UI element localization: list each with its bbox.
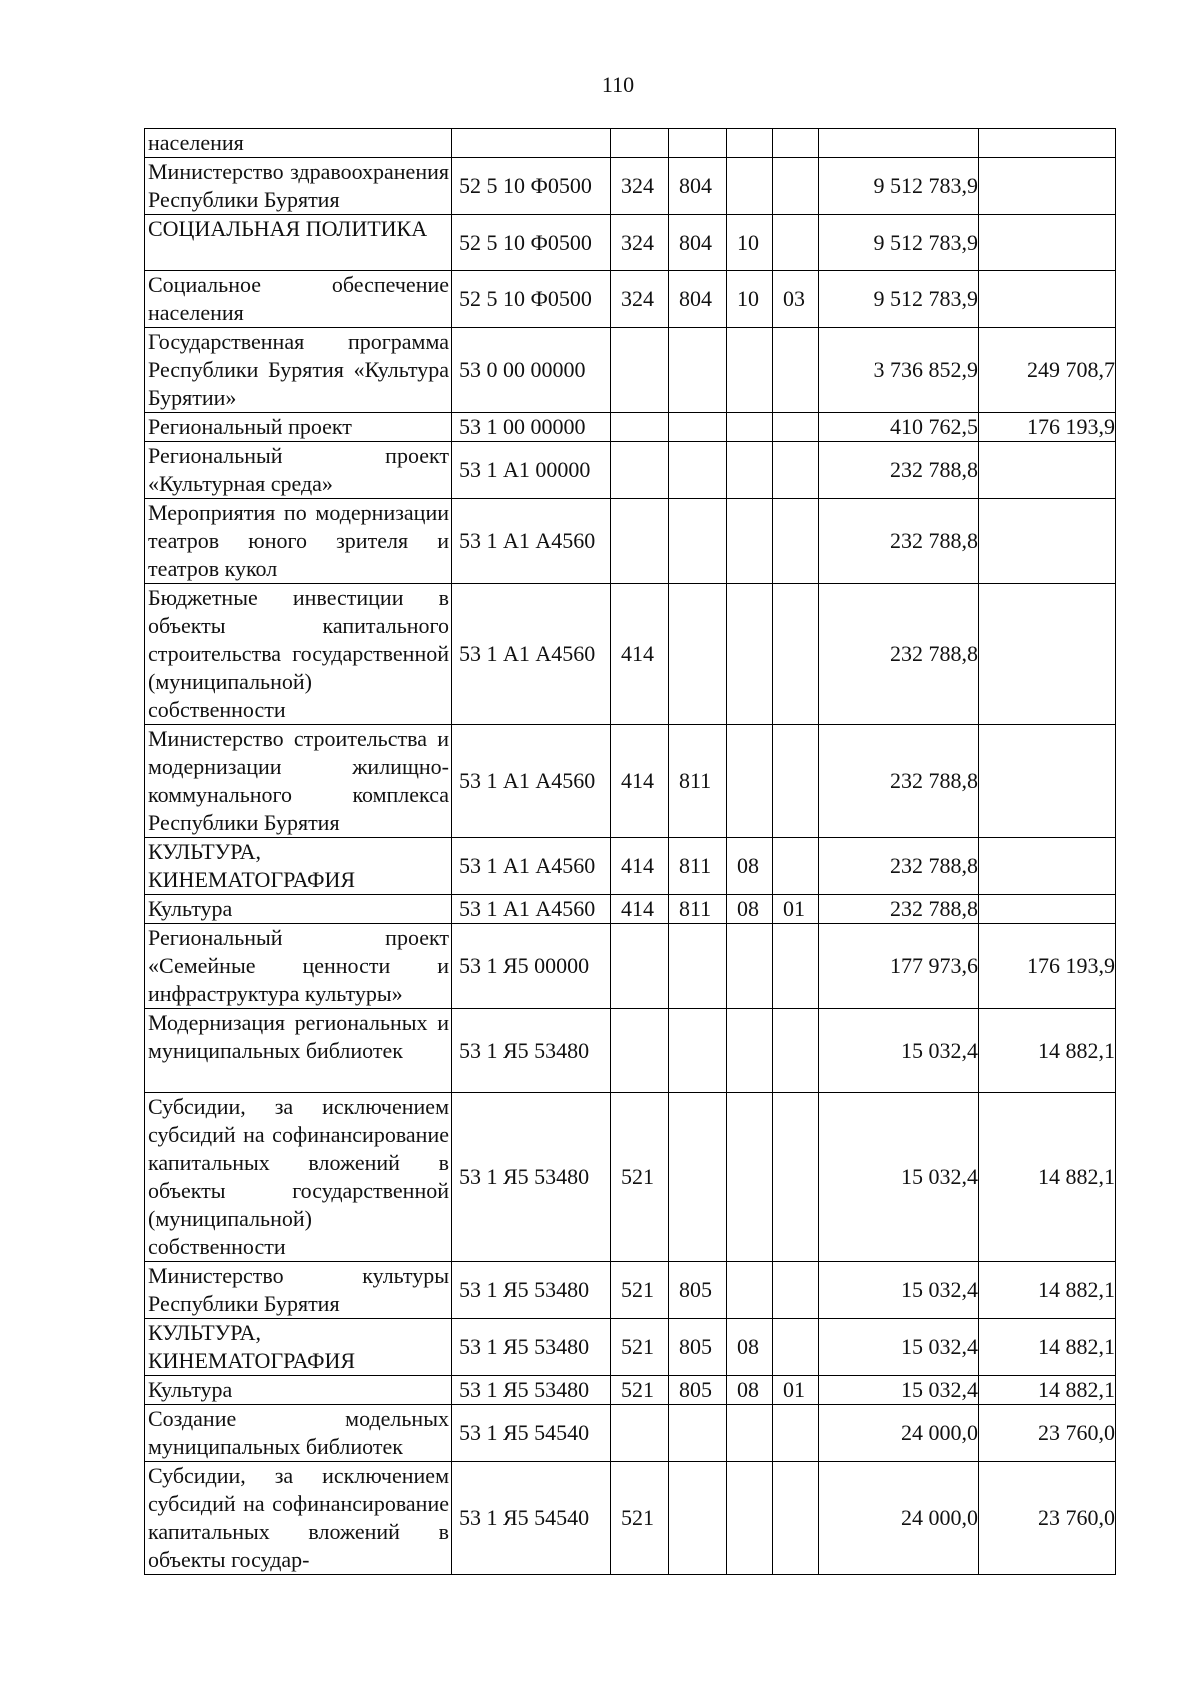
federal-amount-cell: 176 193,9 (979, 924, 1116, 1009)
chief-administrator-cell (669, 499, 727, 584)
federal-amount-cell (979, 158, 1116, 215)
expense-type-cell (611, 442, 669, 499)
table-row (145, 1376, 1116, 1405)
expense-type-cell: 521 (611, 1319, 669, 1376)
table-row (145, 924, 1116, 1009)
section-cell (727, 442, 773, 499)
amount-cell (819, 129, 979, 158)
subsection-cell (773, 725, 819, 838)
target-item-code-cell: 53 1 Я5 54540 (452, 1462, 611, 1575)
section-cell (727, 1093, 773, 1262)
target-item-code-cell: 53 1 00 00000 (452, 413, 611, 442)
federal-amount-cell: 14 882,1 (979, 1319, 1116, 1376)
amount-cell: 15 032,4 (819, 1093, 979, 1262)
target-item-code-cell: 53 1 Я5 53480 (452, 1319, 611, 1376)
federal-amount-cell: 14 882,1 (979, 1262, 1116, 1319)
name-cell: Министерство культуры Республики Бурятия (145, 1262, 452, 1319)
federal-amount-cell (979, 129, 1116, 158)
amount-cell: 9 512 783,9 (819, 215, 979, 271)
expense-type-cell (611, 413, 669, 442)
chief-administrator-cell (669, 1405, 727, 1462)
chief-administrator-cell (669, 1093, 727, 1262)
table-row (145, 895, 1116, 924)
section-cell (727, 1405, 773, 1462)
subsection-cell (773, 442, 819, 499)
amount-cell: 232 788,8 (819, 895, 979, 924)
chief-administrator-cell: 811 (669, 895, 727, 924)
chief-administrator-cell (669, 584, 727, 725)
expense-type-cell (611, 328, 669, 413)
table-row (145, 271, 1116, 328)
amount-cell: 15 032,4 (819, 1376, 979, 1405)
expense-type-cell: 324 (611, 271, 669, 328)
section-cell (727, 1009, 773, 1093)
expense-type-cell: 414 (611, 584, 669, 725)
expense-type-cell: 521 (611, 1376, 669, 1405)
expense-type-cell (611, 924, 669, 1009)
chief-administrator-cell (669, 1462, 727, 1575)
section-cell: 08 (727, 838, 773, 895)
chief-administrator-cell (669, 442, 727, 499)
chief-administrator-cell (669, 924, 727, 1009)
amount-cell: 410 762,5 (819, 413, 979, 442)
amount-cell: 232 788,8 (819, 442, 979, 499)
table-row (145, 725, 1116, 838)
name-cell: Региональный проект «Семейные ценности и инфраструктура культуры» (145, 924, 452, 1009)
table-body (145, 129, 1116, 1575)
chief-administrator-cell: 804 (669, 215, 727, 271)
section-cell (727, 584, 773, 725)
expense-type-cell: 521 (611, 1093, 669, 1262)
name-cell: Субсидии, за исключением субсидий на софинансирование капитальных вложений в объекты государственной (муниципальной) собственности (145, 1093, 452, 1262)
table-row (145, 215, 1116, 271)
name-cell: Субсидии, за исключением субсидий на софинансирование капитальных вложений в объекты государ- (145, 1462, 452, 1575)
subsection-cell: 03 (773, 271, 819, 328)
chief-administrator-cell: 805 (669, 1319, 727, 1376)
chief-administrator-cell: 805 (669, 1376, 727, 1405)
table-row (145, 838, 1116, 895)
target-item-code-cell: 53 1 Я5 53480 (452, 1376, 611, 1405)
amount-cell: 232 788,8 (819, 725, 979, 838)
amount-cell: 15 032,4 (819, 1262, 979, 1319)
expense-type-cell (611, 1009, 669, 1093)
section-cell (727, 158, 773, 215)
chief-administrator-cell (669, 1009, 727, 1093)
expense-type-cell (611, 1405, 669, 1462)
target-item-code-cell: 53 1 А1 А4560 (452, 725, 611, 838)
subsection-cell (773, 1405, 819, 1462)
chief-administrator-cell: 805 (669, 1262, 727, 1319)
target-item-code-cell: 53 1 А1 А4560 (452, 838, 611, 895)
federal-amount-cell (979, 584, 1116, 725)
subsection-cell (773, 1262, 819, 1319)
subsection-cell (773, 129, 819, 158)
expense-type-cell: 414 (611, 838, 669, 895)
section-cell (727, 725, 773, 838)
subsection-cell (773, 215, 819, 271)
name-cell: Государственная программа Республики Бурятия «Культура Бурятии» (145, 328, 452, 413)
subsection-cell: 01 (773, 895, 819, 924)
section-cell: 10 (727, 271, 773, 328)
amount-cell: 15 032,4 (819, 1319, 979, 1376)
subsection-cell (773, 584, 819, 725)
name-cell: Модернизация региональных и муниципальных библиотек (145, 1009, 452, 1093)
subsection-cell (773, 413, 819, 442)
target-item-code-cell: 53 1 Я5 54540 (452, 1405, 611, 1462)
name-cell: КУЛЬТУРА, КИНЕМАТОГРАФИЯ (145, 1319, 452, 1376)
table-row (145, 442, 1116, 499)
amount-cell: 232 788,8 (819, 838, 979, 895)
name-cell: Министерство строительства и модернизации жилищно-коммунального комплекса Республики Бурятия (145, 725, 452, 838)
target-item-code-cell: 53 1 Я5 53480 (452, 1009, 611, 1093)
section-cell (727, 924, 773, 1009)
subsection-cell (773, 924, 819, 1009)
page-number: 110 (601, 72, 635, 97)
name-cell: Региональный проект (145, 413, 452, 442)
subsection-cell (773, 158, 819, 215)
amount-cell: 15 032,4 (819, 1009, 979, 1093)
name-cell: Культура (145, 895, 452, 924)
table-row (145, 1405, 1116, 1462)
table-row (145, 1009, 1116, 1093)
amount-cell: 24 000,0 (819, 1405, 979, 1462)
name-cell: СОЦИАЛЬНАЯ ПОЛИТИКА (145, 215, 452, 271)
name-cell: Мероприятия по модернизации театров юного зрителя и театров кукол (145, 499, 452, 584)
target-item-code-cell: 53 1 Я5 53480 (452, 1262, 611, 1319)
chief-administrator-cell: 804 (669, 158, 727, 215)
target-item-code-cell: 52 5 10 Ф0500 (452, 158, 611, 215)
section-cell: 08 (727, 1376, 773, 1405)
chief-administrator-cell (669, 413, 727, 442)
table-row (145, 413, 1116, 442)
subsection-cell (773, 328, 819, 413)
amount-cell: 24 000,0 (819, 1462, 979, 1575)
federal-amount-cell: 23 760,0 (979, 1405, 1116, 1462)
amount-cell: 9 512 783,9 (819, 158, 979, 215)
amount-cell: 3 736 852,9 (819, 328, 979, 413)
target-item-code-cell: 53 0 00 00000 (452, 328, 611, 413)
expense-type-cell: 521 (611, 1462, 669, 1575)
federal-amount-cell: 23 760,0 (979, 1462, 1116, 1575)
target-item-code-cell: 53 1 Я5 53480 (452, 1093, 611, 1262)
federal-amount-cell (979, 215, 1116, 271)
table-row (145, 1462, 1116, 1575)
amount-cell: 232 788,8 (819, 584, 979, 725)
federal-amount-cell: 14 882,1 (979, 1093, 1116, 1262)
table-row (145, 328, 1116, 413)
name-cell: населения (145, 129, 452, 158)
federal-amount-cell: 249 708,7 (979, 328, 1116, 413)
section-cell (727, 413, 773, 442)
table-row (145, 158, 1116, 215)
table-row (145, 1093, 1116, 1262)
section-cell (727, 328, 773, 413)
expense-type-cell: 414 (611, 895, 669, 924)
target-item-code-cell (452, 129, 611, 158)
chief-administrator-cell: 804 (669, 271, 727, 328)
federal-amount-cell: 14 882,1 (979, 1376, 1116, 1405)
section-cell: 08 (727, 1319, 773, 1376)
table-row (145, 1262, 1116, 1319)
table-row (145, 584, 1116, 725)
section-cell (727, 129, 773, 158)
target-item-code-cell: 53 1 А1 А4560 (452, 895, 611, 924)
subsection-cell (773, 499, 819, 584)
section-cell: 08 (727, 895, 773, 924)
name-cell: Социальное обеспечение населения (145, 271, 452, 328)
expense-type-cell: 324 (611, 215, 669, 271)
subsection-cell (773, 1462, 819, 1575)
expense-type-cell: 521 (611, 1262, 669, 1319)
amount-cell: 232 788,8 (819, 499, 979, 584)
table-row (145, 499, 1116, 584)
target-item-code-cell: 53 1 А1 А4560 (452, 584, 611, 725)
expense-type-cell (611, 499, 669, 584)
name-cell: Министерство здравоохранения Республики Бурятия (145, 158, 452, 215)
federal-amount-cell (979, 725, 1116, 838)
name-cell: Бюджетные инвестиции в объекты капитального строительства государственной (муниципальной) собственности (145, 584, 452, 725)
table-row (145, 1319, 1116, 1376)
budget-table (144, 128, 1116, 1575)
amount-cell: 9 512 783,9 (819, 271, 979, 328)
chief-administrator-cell (669, 328, 727, 413)
amount-cell: 177 973,6 (819, 924, 979, 1009)
federal-amount-cell (979, 271, 1116, 328)
target-item-code-cell: 53 1 Я5 00000 (452, 924, 611, 1009)
target-item-code-cell: 53 1 А1 00000 (452, 442, 611, 499)
federal-amount-cell (979, 442, 1116, 499)
section-cell (727, 1462, 773, 1575)
subsection-cell (773, 1009, 819, 1093)
expense-type-cell: 414 (611, 725, 669, 838)
name-cell: Культура (145, 1376, 452, 1405)
section-cell: 10 (727, 215, 773, 271)
subsection-cell (773, 1319, 819, 1376)
chief-administrator-cell: 811 (669, 725, 727, 838)
target-item-code-cell: 53 1 А1 А4560 (452, 499, 611, 584)
federal-amount-cell (979, 499, 1116, 584)
expense-type-cell: 324 (611, 158, 669, 215)
section-cell (727, 1262, 773, 1319)
section-cell (727, 499, 773, 584)
subsection-cell (773, 1093, 819, 1262)
target-item-code-cell: 52 5 10 Ф0500 (452, 215, 611, 271)
name-cell: Создание модельных муниципальных библиотек (145, 1405, 452, 1462)
federal-amount-cell: 14 882,1 (979, 1009, 1116, 1093)
chief-administrator-cell (669, 129, 727, 158)
subsection-cell: 01 (773, 1376, 819, 1405)
federal-amount-cell (979, 838, 1116, 895)
chief-administrator-cell: 811 (669, 838, 727, 895)
name-cell: КУЛЬТУРА, КИНЕМАТОГРАФИЯ (145, 838, 452, 895)
target-item-code-cell: 52 5 10 Ф0500 (452, 271, 611, 328)
federal-amount-cell (979, 895, 1116, 924)
name-cell: Региональный проект «Культурная среда» (145, 442, 452, 499)
table-row (145, 129, 1116, 158)
federal-amount-cell: 176 193,9 (979, 413, 1116, 442)
subsection-cell (773, 838, 819, 895)
expense-type-cell (611, 129, 669, 158)
